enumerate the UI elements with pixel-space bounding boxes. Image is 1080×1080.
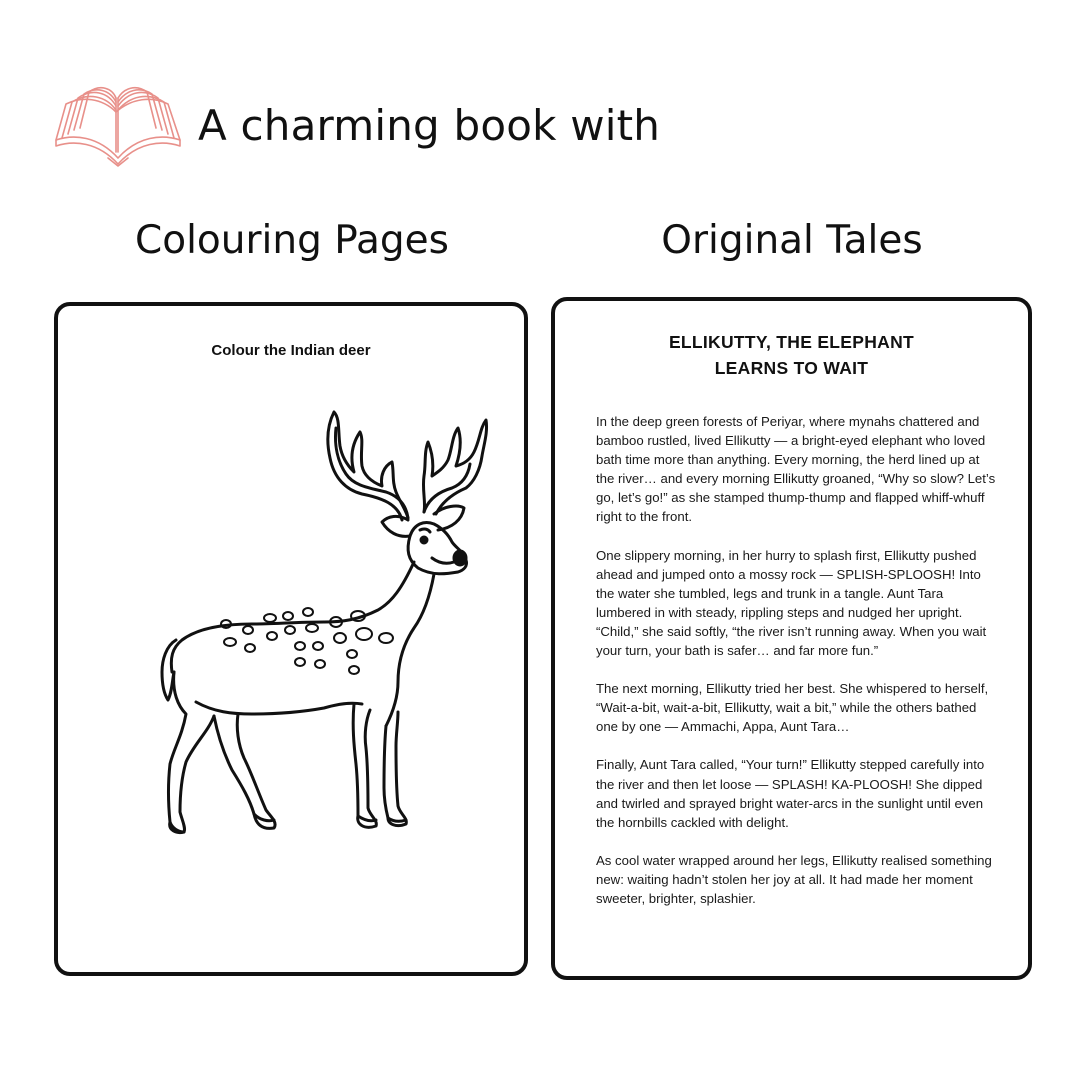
story-card <box>551 297 1032 980</box>
story-paragraph: One slippery morning, in her hurry to splash first, Ellikutty pushed ahead and jumped onto a mossy rock — SPLISH-SPLOOSH! Into the water she tumbled, legs and trunk in a tangle. Aunt Tara lumbered in with steady, rippling steps and nudged her upright. “Child,” she said softly, “the river isn’t running away. When you wait your turn, your bath is safer… and far more fun.” <box>596 547 987 659</box>
open-book-icon <box>52 82 184 172</box>
story-paragraph: In the deep green forests of Periyar, where mynahs chattered and bamboo rustled, lived Ellikutty — a bright-eyed elephant who loved bath time more than anything. Every morning, the herd lined up at the river… and every morning Ellikutty groaned, “Why so slow? Let’s go, let’s go!” as she stamped thump-thump and flapped whiff-whuff right to the front. <box>596 414 996 525</box>
story-paragraph: The next morning, Ellikutty tried her best. She whispered to herself, “Wait-a-bit, wait-a-bit, Ellikutty, wait a bit,” while the others bathed one by one — Ammachi, Appa, Aunt Tara… <box>596 681 989 735</box>
colouring-pages-title: Colouring Pages <box>135 218 449 263</box>
story-body <box>596 412 998 927</box>
original-tales-title: Original Tales <box>661 218 923 263</box>
story-title <box>585 329 998 381</box>
colouring-page-caption: Colour the Indian deer <box>211 342 371 359</box>
headline: A charming book with <box>198 101 661 150</box>
story-paragraph: Finally, Aunt Tara called, “Your turn!” Ellikutty stepped carefully into the river and then let loose — SPLASH! KA-PLOOSH! She dipped and twirled and sprayed bright water-arcs in the sunlight until even the hornbills cackled with delight. <box>596 757 985 830</box>
deer-outline-icon <box>102 402 492 852</box>
story-paragraph: As cool water wrapped around her legs, Ellikutty realised something new: waiting hadn’t stolen her joy at all. It had made her moment sweeter, brighter, splashier. <box>596 852 992 906</box>
story-title-line-1: ELLIKUTTY, THE ELEPHANT <box>668 332 915 352</box>
colouring-page-card <box>54 302 528 976</box>
story-title-line-2: LEARNS TO WAIT <box>714 358 869 378</box>
